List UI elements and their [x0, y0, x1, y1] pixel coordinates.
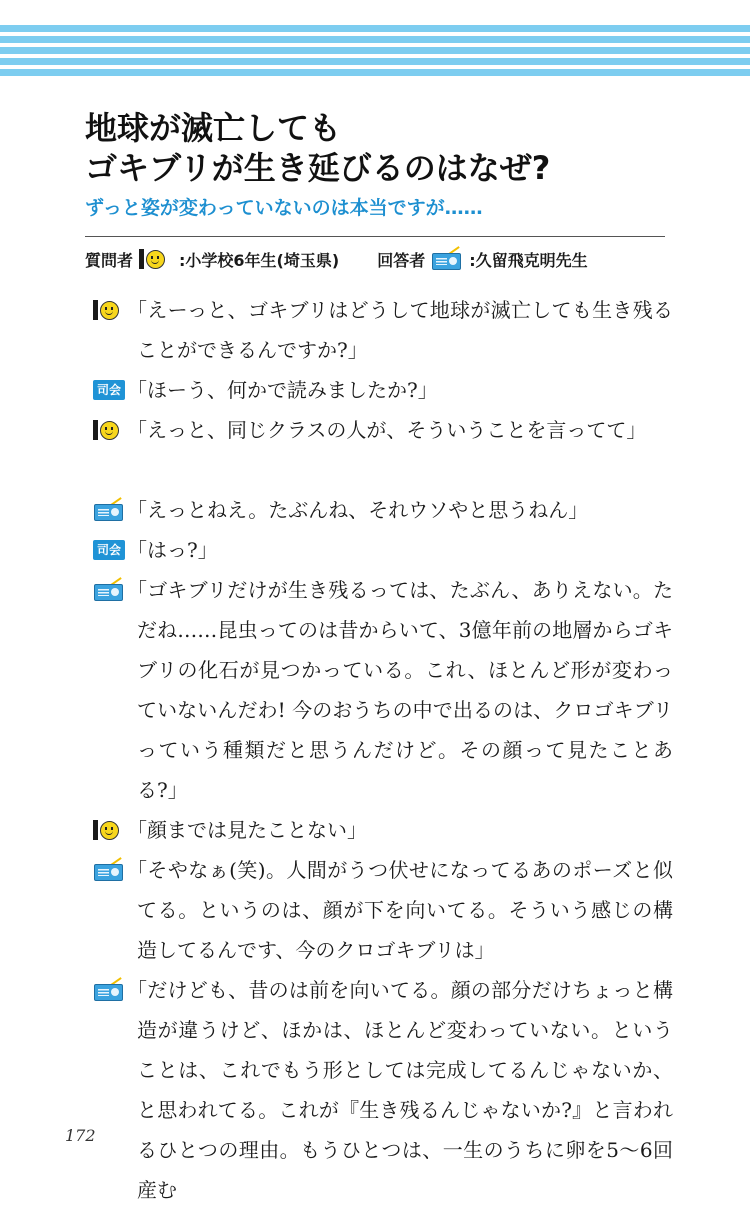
title-line-2: ゴキブリが生き延びるのはなぜ? [85, 149, 551, 187]
dialogue-text: 「えっとねえ。たぶんね、それウソやと思うねん」 [127, 498, 589, 522]
radio-icon [93, 857, 125, 883]
dialogue-text: 「そやなぁ(笑)。人間がうつ伏せになってるあのポーズと似てる。というのは、顔が下を向いてる。そういう感じの構造してるんです、今のクロゴキブリは」 [127, 858, 673, 962]
dialogue-text: 「はっ?」 [127, 538, 218, 562]
header-stripes [0, 25, 750, 80]
dialogue [93, 290, 673, 1210]
answerer [377, 246, 587, 272]
dialogue-line [93, 410, 673, 450]
child-face-icon [139, 246, 173, 272]
title-line-1: 地球が滅亡しても [85, 109, 342, 147]
dialogue-line [93, 570, 673, 810]
dialogue-line [93, 490, 673, 530]
dialogue-line [93, 530, 673, 570]
dialogue-text: 「えっと、同じクラスの人が、そういうことを言ってて」 [127, 418, 647, 442]
moderator-badge: 司会 [93, 540, 125, 560]
dialogue-text: 「ゴキブリだけが生き残るっては、たぶん、ありえない。ただね……昆虫ってのは昔からいて、3億年前の地層からゴキブリの化石が見つかっている。これ、ほとんど形が変わっていないんだわ! 今のおうちの中で出るのは、クロゴキブリっていう種類だと思うんだけど。その顔って見たことある?」 [127, 578, 673, 802]
dialogue-line [93, 370, 673, 410]
dialogue-line [93, 290, 673, 370]
dialogue-line [93, 810, 673, 850]
child-face-icon [93, 817, 127, 843]
radio-icon [93, 977, 125, 1003]
dialogue-text: 「だけども、昔のは前を向いてる。顔の部分だけちょっと構造が違うけど、ほかは、ほとんど変わっていない。ということは、これでもう形としては完成してるんじゃないか、と思われてる。これが『生き残るんじゃないか?』と言われるひとつの理由。もうひとつは、一生のうちに卵を5〜6回産む [127, 978, 673, 1202]
questioner [85, 246, 339, 272]
page-number: 172 [65, 1126, 96, 1145]
answerer-value: :久留飛克明先生 [469, 250, 588, 270]
moderator-badge: 司会 [93, 380, 125, 400]
participants-row [85, 244, 665, 274]
radio-icon [93, 497, 125, 523]
dialogue-line [93, 970, 673, 1210]
questioner-value: :小学校6年生(埼玉県) [179, 250, 340, 270]
child-face-icon [93, 417, 127, 443]
dialogue-text: 「ほーう、何かで読みましたか?」 [127, 378, 438, 402]
page-title [85, 108, 685, 188]
answerer-label: 回答者 [377, 250, 426, 270]
radio-icon [93, 577, 125, 603]
radio-icon [431, 246, 463, 272]
dialogue-text: 「えーっと、ゴキブリはどうして地球が滅亡しても生き残ることができるんですか?」 [127, 298, 673, 362]
questioner-label: 質問者 [85, 250, 134, 270]
dialogue-gap [93, 450, 673, 490]
dialogue-line [93, 850, 673, 970]
dialogue-text: 「顔までは見たことない」 [127, 818, 367, 842]
child-face-icon [93, 297, 127, 323]
divider [85, 236, 665, 237]
subtitle: ずっと姿が変わっていないのは本当ですが…… [85, 197, 483, 219]
